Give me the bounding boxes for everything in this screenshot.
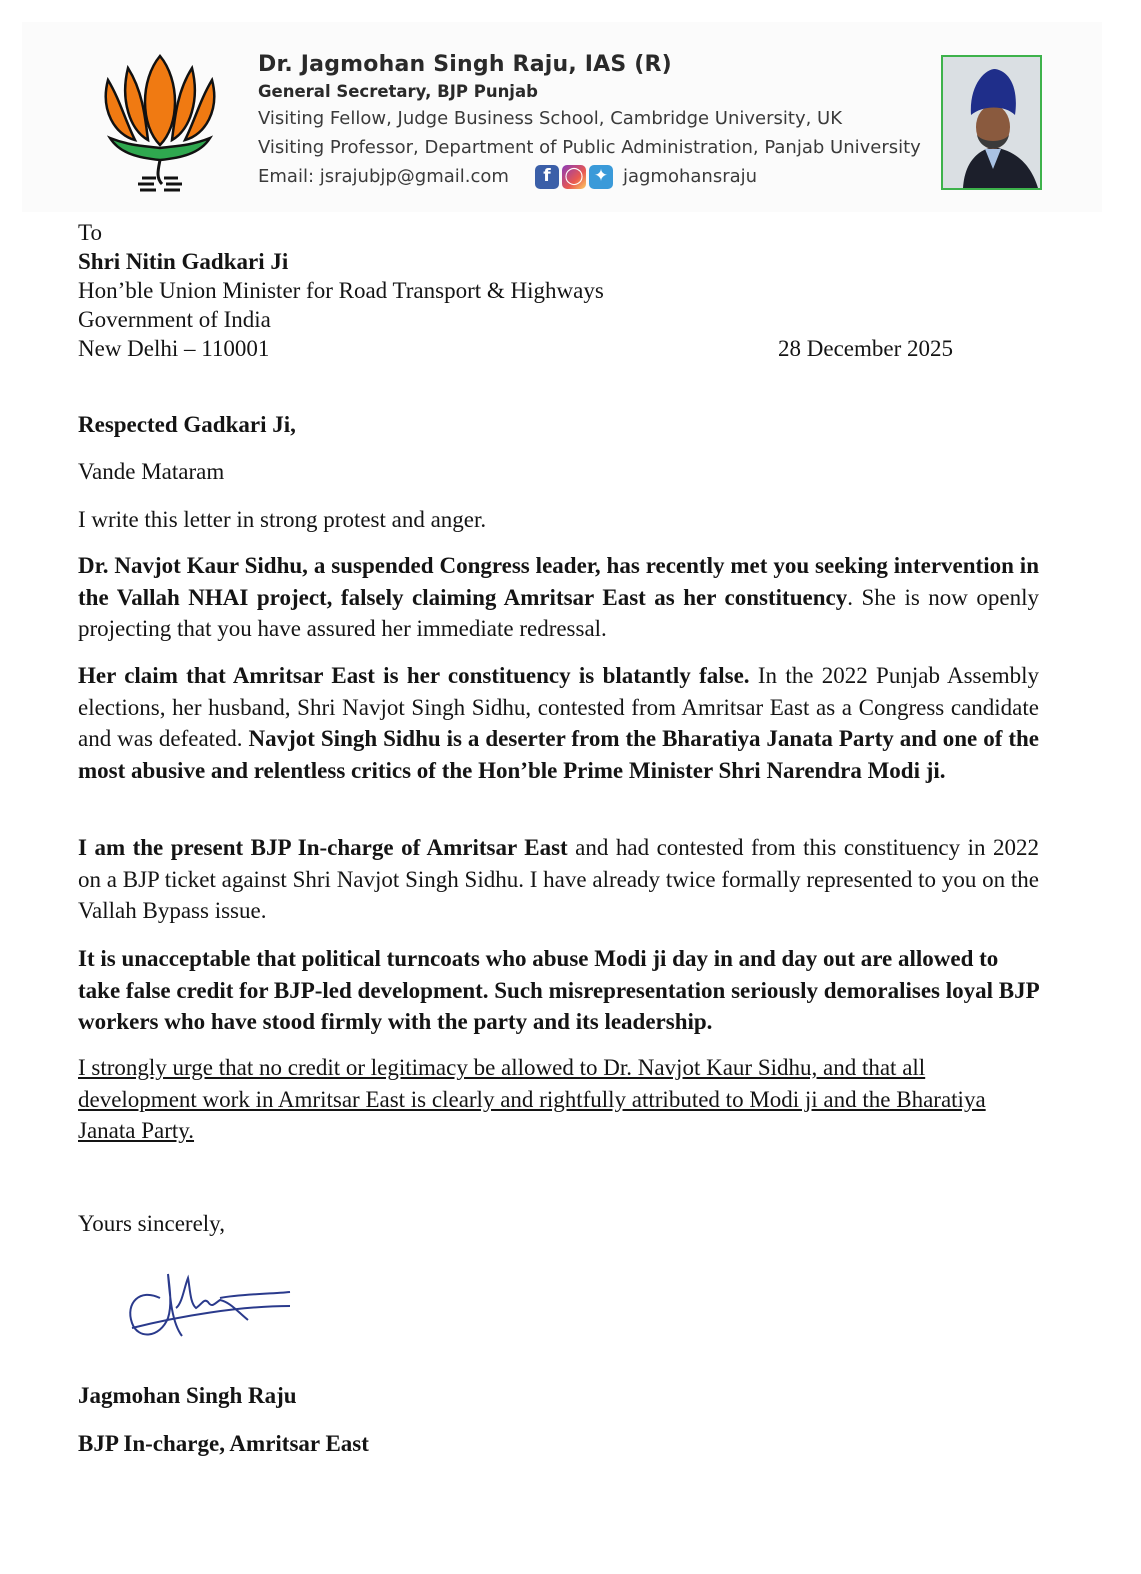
to-label: To [78,220,102,245]
bjp-lotus-logo [90,50,230,195]
twitter-icon[interactable]: ✦ [589,165,613,189]
paragraph-2-bold-end: Navjot Singh Sidhu is a deserter from the Bharatiya Janata Party and one of the most abusive and relentless critics of the Hon’ble Prime Minister Shri Narendra Modi ji. [78,726,1039,783]
letter-date: 28 December 2025 [778,336,953,361]
paragraph-3-bold: I am the present BJP In-charge of Amritsar East [78,835,568,860]
recipient-designation: Hon’ble Union Minister for Road Transport & Highways [78,278,604,303]
opening-line: I write this letter in strong protest and anger. [78,507,487,532]
recipient-name: Shri Nitin Gadkari Ji [78,249,289,274]
contact-line [258,162,921,191]
signatory-title: BJP In-charge, Amritsar East [78,1431,369,1456]
letterhead-text [258,50,921,191]
body-paragraph-2 [78,660,1039,786]
paragraph-3-text: and had contested from this constituency in 2022 on a BJP ticket against Shri Navjot Singh Sidhu. I have already twice formally represented to you on the Vallah Bypass issue. [78,835,1039,923]
body-paragraph-4: It is unacceptable that political turncoats who abuse Modi ji day in and day out are allowed to take false credit for BJP-led development. Such misrepresentation seriously demoralises loyal BJP workers who have stood firmly with the party and its leadership. [78,946,1039,1034]
sender-affiliation-2: Visiting Professor, Department of Public Administration, Panjab University [258,137,921,158]
social-icons [535,165,613,189]
paragraph-2-bold: Her claim that Amritsar East is her constituency is blatantly false. [78,663,750,688]
facebook-icon[interactable]: f [535,165,559,189]
sender-affiliation-1: Visiting Fellow, Judge Business School, Cambridge University, UK [258,108,843,129]
body-paragraph-3 [78,832,1039,927]
recipient-address [78,218,604,363]
instagram-icon[interactable]: ◯ [562,165,586,189]
signature [120,1268,300,1348]
sender-email[interactable]: Email: jsrajubjp@gmail.com [258,166,509,187]
paragraph-2-text: In the 2022 Punjab Assembly elections, her husband, Shri Navjot Singh Sidhu, contested from Amritsar East as a Congress candidate and was defeated. [78,663,1039,751]
sender-portrait [941,55,1042,190]
paragraph-1-bold: Dr. Navjot Kaur Sidhu, a suspended Congress leader, has recently met you seeking intervention in the Vallah NHAI project, falsely claiming Amritsar East as her constituency [78,553,1039,610]
closing: Yours sincerely, [78,1211,225,1236]
recipient-organization: Government of India [78,307,271,332]
sender-name-heading: Dr. Jagmohan Singh Raju, IAS (R) [258,52,672,77]
salutation: Respected Gadkari Ji, [78,412,296,437]
signatory-name: Jagmohan Singh Raju [78,1383,297,1408]
social-handle[interactable]: jagmohansraju [622,166,758,187]
recipient-city: New Delhi – 110001 [78,336,270,361]
greeting: Vande Mataram [78,459,225,484]
body-paragraph-1 [78,550,1039,645]
paragraph-1-text: . She is now openly projecting that you have assured her immediate redressal. [78,584,1039,641]
sender-role: General Secretary, BJP Punjab [258,82,538,101]
body-paragraph-5: I strongly urge that no credit or legitimacy be allowed to Dr. Navjot Kaur Sidhu, and that all development work in Amritsar East is clearly and rightfully attributed to Modi ji and the Bharatiya Janata Party. [78,1055,986,1143]
